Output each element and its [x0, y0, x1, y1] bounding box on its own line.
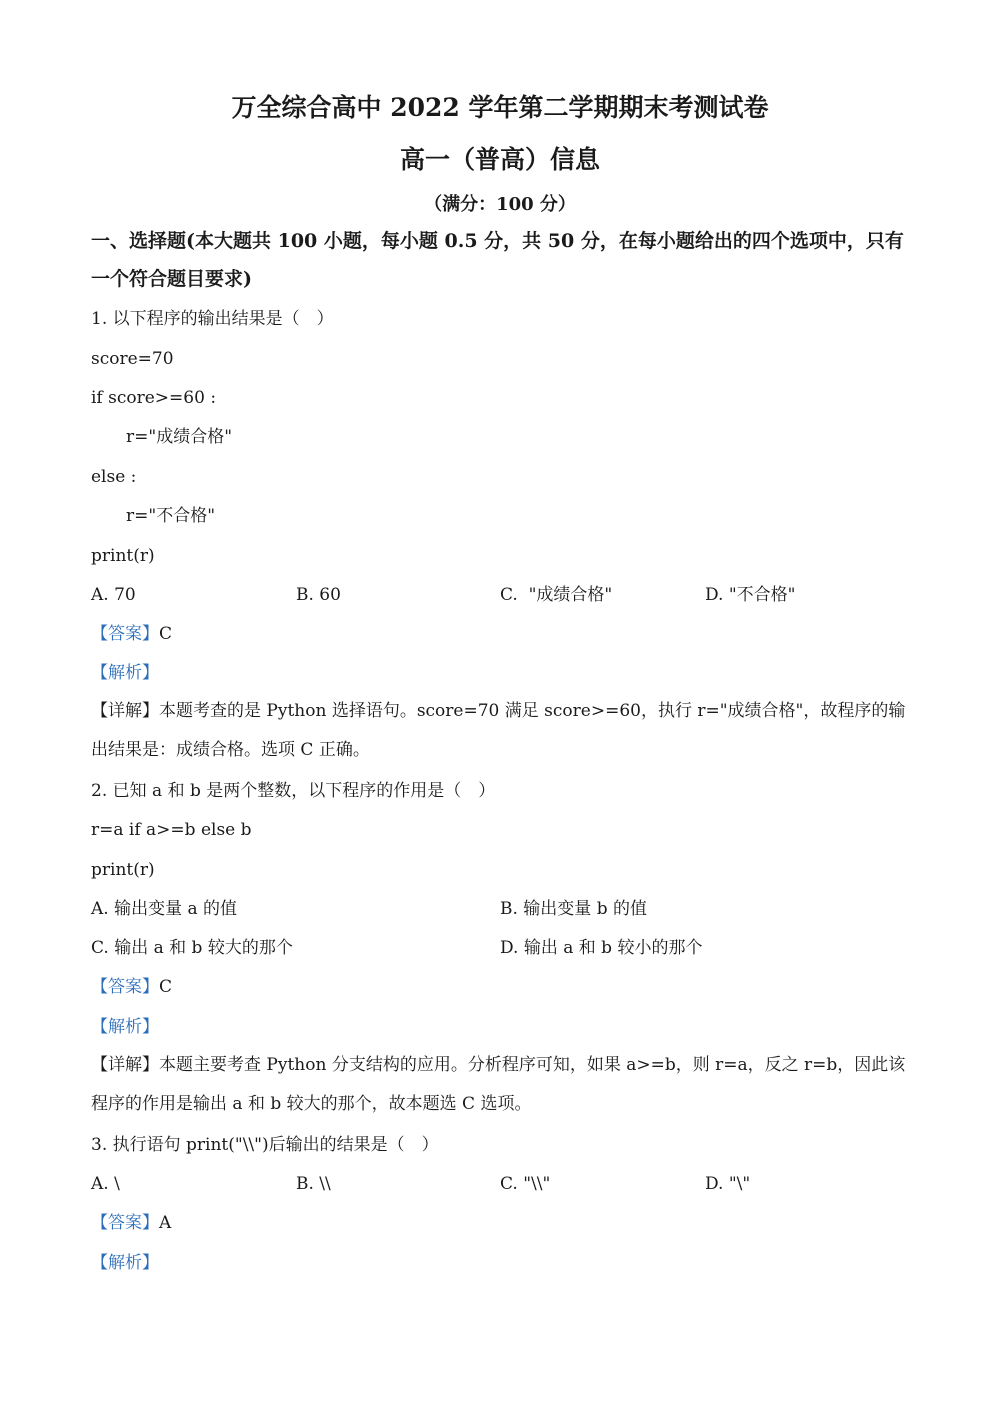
q1-option-c: C. "成绩合格" — [500, 585, 613, 605]
q2-code-line: r=a if a>=b else b — [91, 820, 252, 840]
q3-option-b: B. \\ — [296, 1174, 331, 1194]
answer-label: 【答案】 — [91, 624, 159, 644]
detail-label: 【详解】 — [91, 1055, 159, 1075]
q2-option-c: C. 输出 a 和 b 较大的那个 — [91, 938, 293, 958]
exam-title: 万全综合高中 2022 学年第二学期期末考测试卷 — [231, 93, 769, 122]
q2-option-a: A. 输出变量 a 的值 — [91, 899, 238, 919]
q1-stem: 1. 以下程序的输出结果是（ ） — [91, 309, 334, 329]
q2-option-b: B. 输出变量 b 的值 — [500, 899, 647, 919]
q1-answer — [91, 623, 172, 645]
q1-detail — [91, 692, 906, 770]
score-note: （满分：100 分） — [424, 194, 576, 215]
q1-code-line: r="不合格" — [126, 506, 216, 526]
q1-option-a: A. 70 — [91, 585, 136, 605]
q3-answer-value: A — [159, 1213, 172, 1233]
q1-code-line: score=70 — [91, 349, 174, 369]
q1-option-b: B. 60 — [296, 585, 341, 605]
q2-answer-value: C — [159, 977, 173, 997]
q1-code-line: else : — [91, 467, 137, 487]
answer-label: 【答案】 — [91, 1213, 159, 1233]
q1-code-line: print(r) — [91, 546, 155, 566]
q2-stem: 2. 已知 a 和 b 是两个整数，以下程序的作用是（ ） — [91, 781, 496, 801]
q2-option-d: D. 输出 a 和 b 较小的那个 — [500, 938, 703, 958]
q3-option-d: D. "\" — [705, 1174, 751, 1194]
q1-code-line: if score>=60 : — [91, 388, 217, 408]
q1-option-d: D. "不合格" — [705, 585, 796, 605]
q2-code-line: print(r) — [91, 860, 155, 880]
q3-option-c: C. "\\" — [500, 1174, 551, 1194]
q3-stem: 3. 执行语句 print("\\")后输出的结果是（ ） — [91, 1135, 439, 1155]
section-heading: 一、选择题(本大题共 100 小题，每小题 0.5 分，共 50 分，在每小题给出的四个选项中，只有一个符合题目要求) — [91, 230, 904, 290]
q3-answer — [91, 1212, 171, 1234]
answer-label: 【答案】 — [91, 977, 159, 997]
q2-answer — [91, 976, 172, 998]
q2-detail — [91, 1046, 906, 1124]
q3-option-a: A. \ — [91, 1174, 120, 1194]
detail-label: 【详解】 — [91, 701, 159, 721]
q1-code-line: r="成绩合格" — [126, 427, 233, 447]
q1-answer-value: C — [159, 624, 173, 644]
q3-analysis-label: 【解析】 — [91, 1253, 159, 1273]
q1-analysis-label: 【解析】 — [91, 663, 159, 683]
q2-detail-text: 本题主要考查 Python 分支结构的应用。分析程序可知，如果 a>=b，则 r=a，反之 r=b，因此该程序的作用是输出 a 和 b 较大的那个，故本题选 C 选项。 — [91, 1055, 906, 1114]
q2-analysis-label: 【解析】 — [91, 1017, 159, 1037]
q1-detail-text: 本题考查的是 Python 选择语句。score=70 满足 score>=60，执行 r="成绩合格"，故程序的输出结果是：成绩合格。选项 C 正确。 — [91, 701, 906, 760]
exam-subtitle: 高一（普高）信息 — [399, 145, 600, 174]
